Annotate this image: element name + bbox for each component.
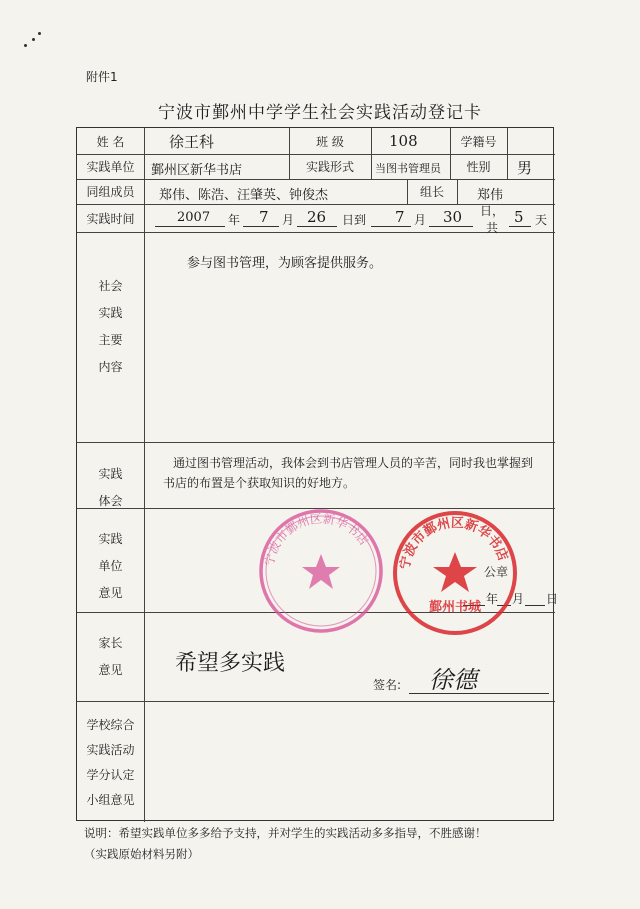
year-value[interactable]: 2007 [177, 210, 211, 225]
year-unit: 年 [227, 212, 240, 227]
attachment-label: 附件1 [86, 70, 118, 84]
footer-note: 说明：希望实践单位多多给予支持，并对学生的实践活动多多指导，不胜感谢！ [84, 826, 487, 840]
members-value[interactable]: 郑伟、陈浩、汪肇英、钟俊杰 [159, 188, 329, 203]
red-seal-stamp [390, 508, 520, 638]
school-opinion-label: 学校综合 实践活动 学分认定 小组意见 [86, 718, 135, 807]
pink-seal-text: 宁波市鄞州区新华书店 [262, 511, 372, 568]
day-from-value[interactable]: 26 [307, 208, 327, 226]
form-label: 实践形式 [305, 160, 354, 174]
gender-value[interactable]: 男 [517, 159, 533, 177]
registration-form-table [76, 127, 558, 821]
student-id-label: 学籍号 [460, 134, 497, 149]
gender-label: 性别 [466, 160, 491, 174]
class-value[interactable]: 108 [389, 132, 418, 150]
day-to-unit: 日到 [341, 212, 366, 227]
content-label: 社会 实践 主要 内容 [98, 279, 123, 374]
leader-value[interactable]: 郑伟 [477, 188, 504, 203]
red-seal-text: 宁波市鄞州区新华书店 [397, 515, 511, 571]
unit-value[interactable]: 鄞州区新华书店 [151, 163, 243, 178]
content-value[interactable]: 参与图书管理，为顾客提供服务。 [187, 256, 383, 271]
month-to-value[interactable]: 7 [395, 208, 405, 226]
unit-opinion-label: 实践 单位 意见 [98, 532, 123, 600]
unit-stamp-label: 公章 [483, 564, 508, 579]
pink-seal-stamp [256, 506, 386, 636]
month-from-value[interactable]: 7 [259, 208, 269, 226]
month2-unit: 月 [413, 212, 426, 227]
total-days-value[interactable]: 5 [514, 208, 524, 226]
month-unit: 月 [281, 212, 294, 227]
experience-line-1[interactable]: 通过图书管理活动，我体会到书店管理人员的辛苦，同时我也掌握到 [173, 456, 534, 470]
unit-month-label: 月 [511, 591, 524, 606]
form-value[interactable]: 当图书管理员 [375, 162, 441, 175]
class-label: 班 级 [316, 134, 344, 149]
day-to-value[interactable]: 30 [443, 208, 463, 226]
parent-opinion-value[interactable]: 希望多实践 [175, 651, 286, 676]
paper-specks [18, 30, 48, 50]
time-label: 实践时间 [86, 211, 135, 226]
leader-label: 组长 [419, 185, 444, 199]
days-unit: 天 [534, 212, 547, 227]
experience-line-2[interactable]: 书店的布置是个获取知识的好地方。 [163, 476, 356, 490]
unit-day-label: 日 [545, 591, 558, 606]
name-label: 姓 名 [96, 134, 125, 149]
experience-label: 实践 体会 [98, 467, 123, 508]
day-total-unit: 日，共 [479, 204, 504, 235]
unit-label: 实践单位 [86, 160, 135, 174]
name-value[interactable]: 徐王科 [169, 133, 215, 151]
unit-year-label: 年 [485, 591, 498, 606]
parent-opinion-label: 家长 意见 [98, 636, 123, 677]
parent-signature[interactable]: 徐德 [429, 666, 477, 694]
form-title: 宁波市鄞州中学学生社会实践活动登记卡 [158, 103, 482, 123]
footer-note-2: （实践原始材料另附） [84, 847, 199, 861]
sign-label: 签名: [372, 677, 402, 692]
members-label: 同组成员 [86, 185, 135, 199]
red-seal-subtext: 鄞州书城 [428, 600, 482, 615]
